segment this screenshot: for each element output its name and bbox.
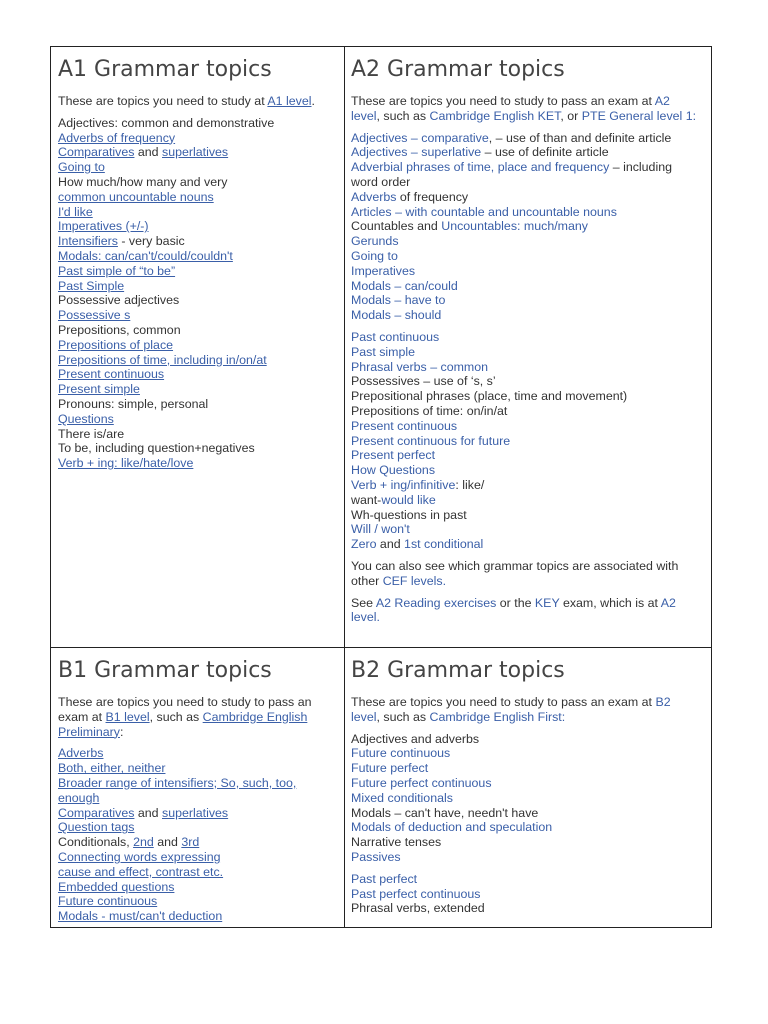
a1-item-how-much: How much/how many and very [58, 174, 228, 189]
a1-link-intensifiers[interactable]: Intensifiers [58, 234, 118, 249]
a2-link-adverbs[interactable]: Adverbs [351, 189, 397, 204]
a2-intro-line2 [351, 109, 703, 124]
a2-item-possessives: Possessives – use of ‘s, s’ [351, 374, 496, 389]
a2-item-word-order: word order [351, 174, 411, 189]
b1-level-link[interactable]: B1 level [105, 709, 150, 724]
b1-and-text: and [134, 805, 162, 820]
b2-item-phrasal-verbs: Phrasal verbs, extended [351, 901, 485, 916]
b1-link-cambridge-part2[interactable]: Preliminary [58, 724, 120, 739]
a1-link-adverbs-frequency[interactable]: Adverbs of frequency [58, 130, 176, 145]
b2-item-adjectives-adverbs: Adjectives and adverbs [351, 731, 480, 746]
b1-link-future-continuous[interactable]: Future continuous [58, 894, 158, 909]
a2-link-zero-conditional[interactable]: Zero [351, 537, 377, 552]
a1-link-uncountable-nouns[interactable]: common uncountable nouns [58, 189, 214, 204]
a2-item-prepositions-time: Prepositions of time: on/in/at [351, 403, 508, 418]
b1-link-intensifiers[interactable]: Broader range of intensifiers; So, such, too, [58, 775, 297, 790]
a2-link-comparative[interactable]: Adjectives – comparative [351, 130, 489, 145]
a1-link-present-simple[interactable]: Present simple [58, 382, 140, 397]
b1-cell [58, 657, 338, 925]
a2-link-past-simple[interactable]: Past simple [351, 344, 416, 359]
b1-link-cause-effect[interactable]: cause and effect, contrast etc. [58, 864, 224, 879]
b2-link-past-perfect[interactable]: Past perfect [351, 871, 418, 886]
a2-level-link-part2[interactable]: level [351, 108, 377, 123]
b2-title: B2 Grammar topics [351, 658, 565, 683]
a2-adverbs-note: of frequency [396, 189, 469, 204]
b1-link-3rd[interactable]: 3rd [181, 835, 200, 850]
a2-exam-text: exam, which is at [559, 595, 661, 610]
a1-link-past-simple-be[interactable]: Past simple of “to be” [58, 263, 176, 278]
a1-link-possessive-s[interactable]: Possessive s [58, 308, 131, 323]
a2-link-gerunds[interactable]: Gerunds [351, 234, 399, 249]
a2-comparative-note: , – use of than and definite article [488, 130, 672, 145]
a2-also-line2 [351, 574, 703, 589]
a2-see-line2 [351, 610, 703, 625]
b2-intro-line1 [351, 695, 703, 710]
a1-link-past-simple[interactable]: Past Simple [58, 278, 125, 293]
b1-link-comparatives[interactable]: Comparatives [58, 805, 135, 820]
a1-link-present-continuous[interactable]: Present continuous [58, 367, 165, 382]
a2-link-ket[interactable]: Cambridge English KET [429, 108, 561, 123]
b1-intro-line3 [58, 725, 338, 740]
a2-link-adverbial-phrases[interactable]: Adverbial phrases of time, place and frequency [351, 160, 610, 175]
a2-item-prepositional-phrases: Prepositional phrases (place, time and movement) [351, 389, 628, 404]
b2-intro-line2 [351, 710, 703, 725]
a2-link-phrasal-verbs[interactable]: Phrasal verbs – common [351, 359, 489, 374]
a1-link-comparatives[interactable]: Comparatives [58, 145, 135, 160]
a2-link-modals-can[interactable]: Modals – can/could [351, 278, 458, 293]
b1-colon: : [119, 724, 124, 739]
a2-link-pte[interactable]: PTE General level 1 [581, 108, 693, 123]
a1-item-intensifiers [58, 234, 338, 249]
a2-link-will-wont[interactable]: Will / won't [351, 522, 410, 537]
row-divider [50, 647, 712, 648]
a2-intro [351, 94, 703, 109]
a1-and-text: and [134, 145, 162, 160]
b1-exam-at: exam at [58, 709, 106, 724]
a1-item-adjectives: Adjectives: common and demonstrative [58, 115, 275, 130]
a2-cell [351, 56, 703, 644]
a2-link-reading-exercises[interactable]: A2 Reading exercises [375, 595, 497, 610]
b1-link-embedded-questions[interactable]: Embedded questions [58, 879, 175, 894]
a1-link-modals[interactable]: Modals: can/can't/could/couldn't [58, 248, 233, 263]
a1-item-possessive-adjectives: Possessive adjectives [58, 293, 180, 308]
a1-item-comparatives [58, 145, 338, 160]
b2-link-modals-deduction[interactable]: Modals of deduction and speculation [351, 820, 553, 835]
a2-title: A2 Grammar topics [351, 57, 565, 82]
b2-colon: : [561, 709, 566, 724]
a2-link-modals-should[interactable]: Modals – should [351, 308, 442, 323]
a1-item-prepositions-common: Prepositions, common [58, 322, 181, 337]
a1-intro-end: . [311, 94, 315, 108]
a2-want-text: want- [351, 492, 382, 507]
b1-link-modals-deduction[interactable]: Modals - must/can't deduction [58, 909, 223, 924]
a1-link-prepositions-time[interactable]: Prepositions of time, including in/on/at [58, 352, 267, 367]
b1-link-superlatives[interactable]: superlatives [162, 805, 229, 820]
a2-intro-text: These are topics you need to study to pass an exam at [351, 94, 655, 108]
a1-link-superlatives[interactable]: superlatives [162, 145, 229, 160]
b2-link-first[interactable]: Cambridge English First [429, 709, 562, 724]
a2-such-as: , such as [376, 108, 430, 123]
a2-link-going-to[interactable]: Going to [351, 248, 398, 263]
a2-link-articles[interactable]: Articles – with countable and uncountable nouns [351, 204, 617, 219]
a2-level-link-part1[interactable]: A2 [654, 94, 670, 108]
a1-link-id-like[interactable]: I'd like [58, 204, 93, 219]
column-divider [344, 46, 345, 928]
b1-conditionals-text: Conditionals, [58, 835, 134, 850]
a2-verb-ing-note: : like/ [455, 477, 485, 492]
a2-link-a2-level-part1[interactable]: A2 [660, 595, 676, 610]
a1-cell [58, 56, 338, 644]
b2-link-future-continuous[interactable]: Future continuous [351, 746, 451, 761]
a1-link-going-to[interactable]: Going to [58, 160, 105, 175]
a2-adverbial-note: – including [609, 160, 672, 175]
b1-link-connecting-words[interactable]: Connecting words expressing [58, 849, 221, 864]
a2-link-cef-levels[interactable]: CEF levels [382, 573, 443, 588]
a2-item-adverbs [351, 190, 703, 205]
a2-item-adverbial [351, 160, 703, 175]
a2-link-present-continuous-future[interactable]: Present continuous for future [351, 433, 511, 448]
a2-superlative-note: – use of definite article [481, 145, 609, 160]
a2-item-countables [351, 219, 703, 234]
b2-item-narrative-tenses: Narrative tenses [351, 835, 442, 850]
a2-link-past-continuous[interactable]: Past continuous [351, 329, 440, 344]
a2-see-line1 [351, 596, 703, 611]
a2-link-present-perfect[interactable]: Present perfect [351, 448, 436, 463]
a2-item-comparative [351, 131, 703, 146]
a2-link-would-like[interactable]: would like [381, 492, 436, 507]
a2-link-how-questions[interactable]: How Questions [351, 463, 436, 478]
b1-item-comparatives [58, 806, 338, 821]
a2-item-wh-questions: Wh-questions in past [351, 507, 467, 522]
a2-other-text: other [351, 573, 383, 588]
b2-link-future-perfect-continuous[interactable]: Future perfect continuous [351, 775, 492, 790]
a2-and-text: and [376, 537, 405, 552]
b1-and-text-2: and [153, 835, 182, 850]
a2-also-line1: You can also see which grammar topics are associated with [351, 558, 679, 573]
a2-link-imperatives[interactable]: Imperatives [351, 263, 416, 278]
b2-link-future-perfect[interactable]: Future perfect [351, 761, 429, 776]
b2-such-as: , such as [376, 709, 430, 724]
a2-link-key[interactable]: KEY [534, 595, 560, 610]
a2-item-superlative [351, 145, 703, 160]
a2-item-want [351, 493, 703, 508]
b1-such-as: , such as [149, 709, 203, 724]
b1-link-both-either[interactable]: Both, either, neither [58, 761, 166, 776]
a2-item-verb-ing [351, 478, 703, 493]
b1-item-conditionals [58, 835, 338, 850]
b2-level-link-part2[interactable]: level [351, 709, 377, 724]
a2-also-period: . [442, 573, 447, 588]
a2-link-first-conditional[interactable]: 1st conditional [404, 537, 484, 552]
b1-link-2nd[interactable]: 2nd [133, 835, 154, 850]
b2-link-mixed-conditionals[interactable]: Mixed conditionals [351, 790, 453, 805]
b1-title: B1 Grammar topics [58, 658, 272, 683]
a1-intro [58, 94, 338, 109]
b2-link-passives[interactable]: Passives [351, 849, 401, 864]
a1-item-pronouns: Pronouns: simple, personal [58, 396, 209, 411]
a2-countables-text: Countables and [351, 219, 442, 234]
a2-link-verb-ing[interactable]: Verb + ing/infinitive [351, 477, 456, 492]
b2-item-modals-cant-have: Modals – can't have, needn't have [351, 805, 539, 820]
a1-link-prepositions-place[interactable]: Prepositions of place [58, 337, 174, 352]
a2-link-uncountables[interactable]: Uncountables: much/many [441, 219, 588, 234]
a2-item-conditionals [351, 537, 703, 552]
a1-level-link[interactable]: A1 level [267, 94, 312, 108]
b2-cell [351, 657, 703, 925]
b1-link-cambridge-part1[interactable]: Cambridge English [202, 709, 308, 724]
b2-link-past-perfect-continuous[interactable]: Past perfect continuous [351, 886, 481, 901]
a2-see-text: See [351, 595, 376, 610]
a1-intensifiers-note: - very basic [117, 234, 185, 249]
a2-colon: : [692, 108, 697, 123]
b1-link-enough[interactable]: enough [58, 790, 100, 805]
a2-or-the-text: or the [496, 595, 535, 610]
a1-title: A1 Grammar topics [58, 57, 272, 82]
b1-link-adverbs[interactable]: Adverbs [58, 746, 104, 761]
a2-link-modals-have-to[interactable]: Modals – have to [351, 293, 446, 308]
a1-link-verb-ing[interactable]: Verb + ing: like/hate/love [58, 456, 194, 471]
b1-intro-line2 [58, 710, 338, 725]
a2-link-a2-level-part2[interactable]: level [351, 610, 377, 625]
a1-intro-text: These are topics you need to study at [58, 94, 268, 108]
b2-level-link-part1[interactable]: B2 [655, 695, 671, 709]
a2-link-present-continuous[interactable]: Present continuous [351, 418, 458, 433]
a1-item-there-is: There is/are [58, 426, 125, 441]
a2-link-superlative[interactable]: Adjectives – superlative [351, 145, 482, 160]
b2-intro-text: These are topics you need to study to pass an exam at [351, 695, 656, 709]
b1-link-question-tags[interactable]: Question tags [58, 820, 135, 835]
a1-link-imperatives[interactable]: Imperatives (+/-) [58, 219, 149, 234]
b1-intro-line1: These are topics you need to study to pass an [58, 695, 312, 709]
a1-link-questions[interactable]: Questions [58, 411, 114, 426]
a2-or: , or [560, 108, 582, 123]
a2-see-period: . [376, 610, 380, 625]
a1-item-to-be: To be, including question+negatives [58, 441, 255, 456]
